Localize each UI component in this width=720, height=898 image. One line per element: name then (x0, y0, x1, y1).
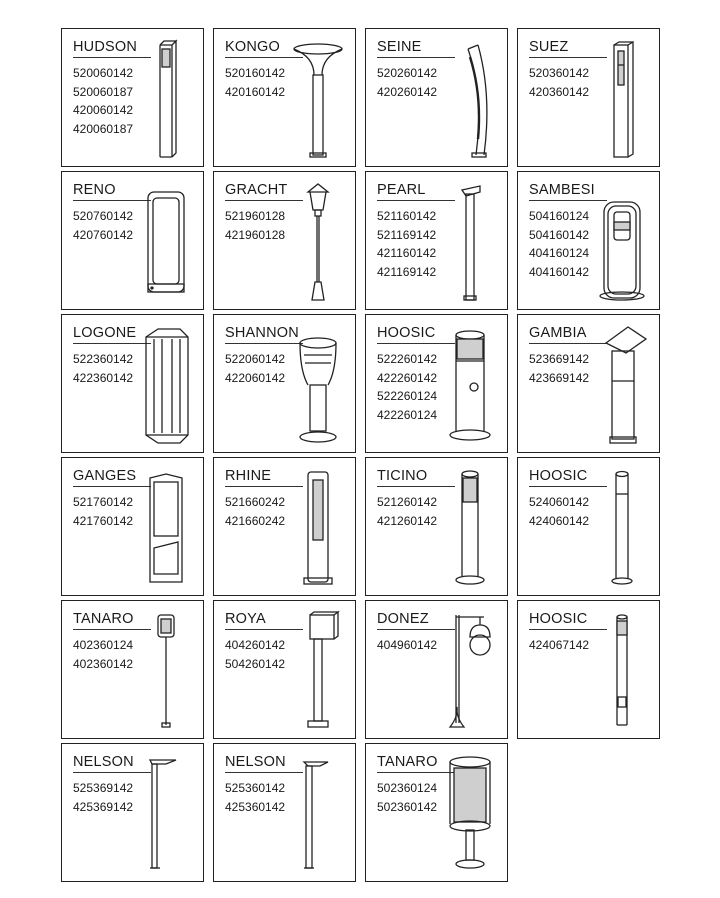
product-codes (225, 779, 285, 816)
product-codes (377, 207, 436, 281)
bollard-hood-icon (591, 321, 653, 447)
product-codes (529, 64, 589, 101)
product-card (365, 171, 508, 310)
product-name: LOGONE (73, 325, 137, 341)
product-card (213, 171, 356, 310)
product-code: 521160142 (377, 209, 437, 223)
bollard-frame-icon (135, 178, 197, 304)
product-code: 521960128 (225, 209, 286, 223)
product-codes (225, 64, 285, 101)
product-codes (377, 350, 437, 424)
product-code: 425360142 (225, 799, 286, 814)
product-card (517, 28, 660, 167)
product-card (61, 600, 204, 739)
product-card (365, 314, 508, 453)
product-code: 421960128 (225, 227, 286, 242)
product-code: 421760142 (73, 513, 134, 528)
product-code: 422260142 (377, 370, 438, 385)
product-code: 422260124 (377, 407, 438, 422)
product-code: 420260142 (377, 84, 438, 99)
product-code: 421660242 (225, 513, 286, 528)
product-code: 422360142 (73, 370, 134, 385)
product-card (365, 600, 508, 739)
product-code: 404260142 (225, 638, 286, 652)
product-card (213, 457, 356, 596)
bollard-socket-icon (439, 321, 501, 447)
product-name: DONEZ (377, 611, 429, 627)
bollard-square-icon (135, 35, 197, 161)
product-code: 420160142 (225, 84, 286, 99)
product-codes (377, 636, 437, 655)
product-code: 423669142 (529, 370, 590, 385)
post-lantern-top-icon (135, 607, 197, 733)
lantern-post-icon (287, 178, 349, 304)
product-name: SAMBESI (529, 182, 595, 198)
product-name: HUDSON (73, 39, 138, 55)
lantern-pedestal-icon (439, 750, 501, 876)
product-codes (377, 779, 437, 816)
product-code: 504160124 (529, 209, 590, 223)
product-name: SUEZ (529, 39, 569, 55)
bollard-curved-icon (439, 35, 501, 161)
product-code: 421160142 (377, 246, 437, 260)
product-code: 425369142 (73, 799, 134, 814)
product-name: SHANNON (225, 325, 299, 341)
product-name: GANGES (73, 468, 137, 484)
bollard-box-head-icon (287, 607, 349, 733)
bollard-mushroom-icon (287, 35, 349, 161)
product-codes (225, 350, 285, 387)
product-codes (377, 64, 437, 101)
product-name: HOOSIC (529, 611, 588, 627)
product-card (213, 314, 356, 453)
bollard-slotted-icon (591, 35, 653, 161)
bollard-round-icon (287, 321, 349, 447)
bollard-pole-icon (591, 464, 653, 590)
lantern-hanging-icon (591, 178, 653, 304)
product-codes (529, 207, 589, 281)
product-codes (73, 207, 133, 244)
product-card (365, 743, 508, 882)
product-code: 522260142 (377, 352, 438, 366)
product-codes (73, 493, 133, 530)
product-code: 502360124 (377, 781, 438, 795)
product-card (61, 743, 204, 882)
product-code: 402360142 (73, 656, 134, 671)
product-code: 522360142 (73, 352, 134, 366)
product-code: 524060142 (529, 495, 590, 509)
product-name: NELSON (225, 754, 286, 770)
product-code: 404160124 (529, 246, 590, 260)
product-code: 522060142 (225, 352, 286, 366)
product-card (517, 171, 660, 310)
product-card (61, 314, 204, 453)
product-codes (377, 493, 437, 530)
product-code: 424060142 (529, 513, 590, 528)
product-code: 525369142 (73, 781, 134, 795)
product-card (213, 28, 356, 167)
product-name: PEARL (377, 182, 426, 198)
product-code: 522260124 (377, 389, 438, 403)
product-code: 404960142 (377, 638, 438, 652)
product-codes (529, 350, 589, 387)
product-code: 521660242 (225, 495, 286, 509)
product-code: 420360142 (529, 84, 590, 99)
product-card (213, 600, 356, 739)
product-codes (73, 636, 133, 673)
product-card (365, 28, 508, 167)
product-code: 520260142 (377, 66, 438, 80)
product-code: 502360142 (377, 799, 438, 814)
product-codes (529, 493, 589, 530)
product-card (517, 600, 660, 739)
product-codes (529, 636, 589, 655)
product-code: 525360142 (225, 781, 286, 795)
product-codes (225, 207, 285, 244)
product-name: GRACHT (225, 182, 288, 198)
product-card (213, 743, 356, 882)
product-name: KONGO (225, 39, 280, 55)
product-card (517, 457, 660, 596)
product-code: 420060142 (73, 103, 134, 117)
post-flat-head-icon (287, 750, 349, 876)
product-code: 520760142 (73, 209, 134, 223)
bollard-pole-socket-icon (591, 607, 653, 733)
product-codes (73, 779, 133, 816)
product-name: TANARO (73, 611, 134, 627)
product-codes (225, 636, 285, 673)
product-code: 422060142 (225, 370, 286, 385)
product-code: 420760142 (73, 227, 134, 242)
post-flat-head-icon (135, 750, 197, 876)
product-codes (73, 350, 133, 387)
product-name: RENO (73, 182, 116, 198)
bollard-slim-angled-icon (439, 178, 501, 304)
product-name: SEINE (377, 39, 422, 55)
product-code: 504160142 (529, 227, 590, 242)
product-code: 520360142 (529, 66, 590, 80)
product-code: 523669142 (529, 352, 590, 366)
product-name: HOOSIC (377, 325, 436, 341)
product-code: 402360124 (73, 638, 134, 652)
product-code: 504260142 (225, 656, 286, 671)
post-pendant-icon (439, 607, 501, 733)
product-card (61, 28, 204, 167)
product-code: 520060187 (73, 84, 134, 99)
product-code: 420060187 (73, 121, 134, 136)
product-name: ROYA (225, 611, 266, 627)
product-code: 520160142 (225, 66, 286, 80)
product-code: 521260142 (377, 495, 438, 509)
product-card (61, 457, 204, 596)
lantern-cage-icon (135, 321, 197, 447)
product-code: 521760142 (73, 495, 134, 509)
product-codes (73, 64, 133, 138)
product-code: 404160142 (529, 264, 590, 279)
product-codes (225, 493, 285, 530)
product-name: TANARO (377, 754, 438, 770)
bollard-tube-icon (439, 464, 501, 590)
product-code: 424067142 (529, 638, 590, 652)
product-card (365, 457, 508, 596)
product-card (61, 171, 204, 310)
product-name: HOOSIC (529, 468, 588, 484)
product-name: GAMBIA (529, 325, 587, 341)
product-code: 421260142 (377, 513, 438, 528)
product-name: RHINE (225, 468, 272, 484)
product-name: TICINO (377, 468, 428, 484)
product-code: 521169142 (377, 227, 437, 242)
bollard-window-icon (287, 464, 349, 590)
product-card (517, 314, 660, 453)
product-code: 520060142 (73, 66, 134, 80)
bollard-panel-icon (135, 464, 197, 590)
product-code: 421169142 (377, 264, 437, 279)
product-name: NELSON (73, 754, 134, 770)
